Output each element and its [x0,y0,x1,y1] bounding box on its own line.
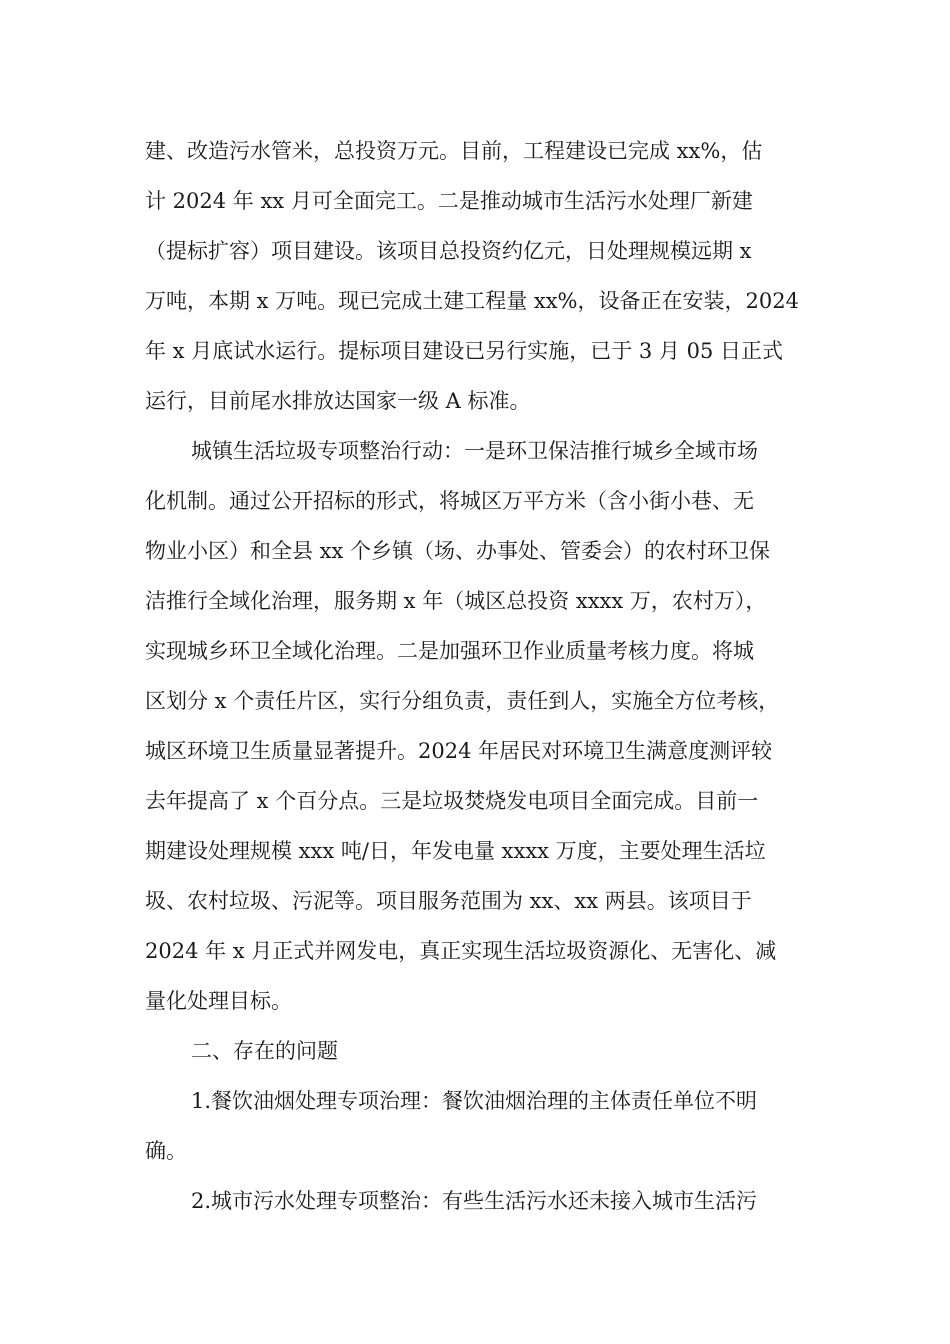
text-line: 年 x 月底试水运行。提标项目建设已另行实施，已于 3 月 05 日正式 [145,339,783,363]
text-line: （提标扩容）项目建设。该项目总投资约亿元，日处理规模远期 x [145,239,752,263]
section-heading: 二、存在的问题 [191,1039,338,1063]
text-line: 计 2024 年 xx 月可全面完工。二是推动城市生活污水处理厂新建 [145,189,753,213]
section-heading-problems [145,1026,338,1076]
text-line: 城区环境卫生质量显著提升。2024 年居民对环境卫生满意度测评较 [145,739,773,763]
text-line: 圾、农村垃圾、污泥等。项目服务范围为 xx、xx 两县。该项目于 [145,889,752,913]
text-line: 城镇生活垃圾专项整治行动：一是环卫保洁推行城乡全域市场 [191,439,758,463]
text-line: 物业小区）和全县 xx 个乡镇（场、办事处、管委会）的农村环卫保 [145,539,771,563]
text-line: 建、改造污水管米，总投资万元。目前，工程建设已完成 xx%，估 [145,139,763,163]
text-line: 实现城乡环卫全域化治理。二是加强环卫作业质量考核力度。将城 [145,639,754,663]
text-line: 去年提高了 x 个百分点。三是垃圾焚烧发电项目全面完成。目前一 [145,789,759,813]
text-line: 1.餐饮油烟处理专项治理：餐饮油烟治理的主体责任单位不明 [191,1089,758,1113]
text-line: 万吨，本期 x 万吨。现已完成土建工程量 xx%，设备正在安装，2024 [145,289,799,313]
text-line: 2024 年 x 月正式并网发电，真正实现生活垃圾资源化、无害化、减 [145,939,777,963]
paragraph-garbage-campaign [145,426,779,1026]
text-line: 区划分 x 个责任片区，实行分组负责，责任到人，实施全方位考核， [145,689,780,713]
text-line: 化机制。通过公开招标的形式，将城区万平方米（含小街小巷、无 [145,489,754,513]
paragraph-problem-1 [145,1076,757,1176]
text-line: 确。 [145,1139,187,1163]
text-line: 洁推行全域化治理，服务期 x 年（城区总投资 xxxx 万，农村万）， [145,589,767,613]
text-line: 期建设处理规模 xxx 吨/日，年发电量 xxxx 万度，主要处理生活垃 [145,839,766,863]
text-line: 量化处理目标。 [145,989,292,1013]
text-line: 运行，目前尾水排放达国家一级 A 标准。 [145,389,531,413]
paragraph-problem-2 [145,1176,757,1226]
text-line: 2.城市污水处理专项整治：有些生活污水还未接入城市生活污 [191,1189,758,1213]
paragraph-sewage-project [145,126,799,426]
